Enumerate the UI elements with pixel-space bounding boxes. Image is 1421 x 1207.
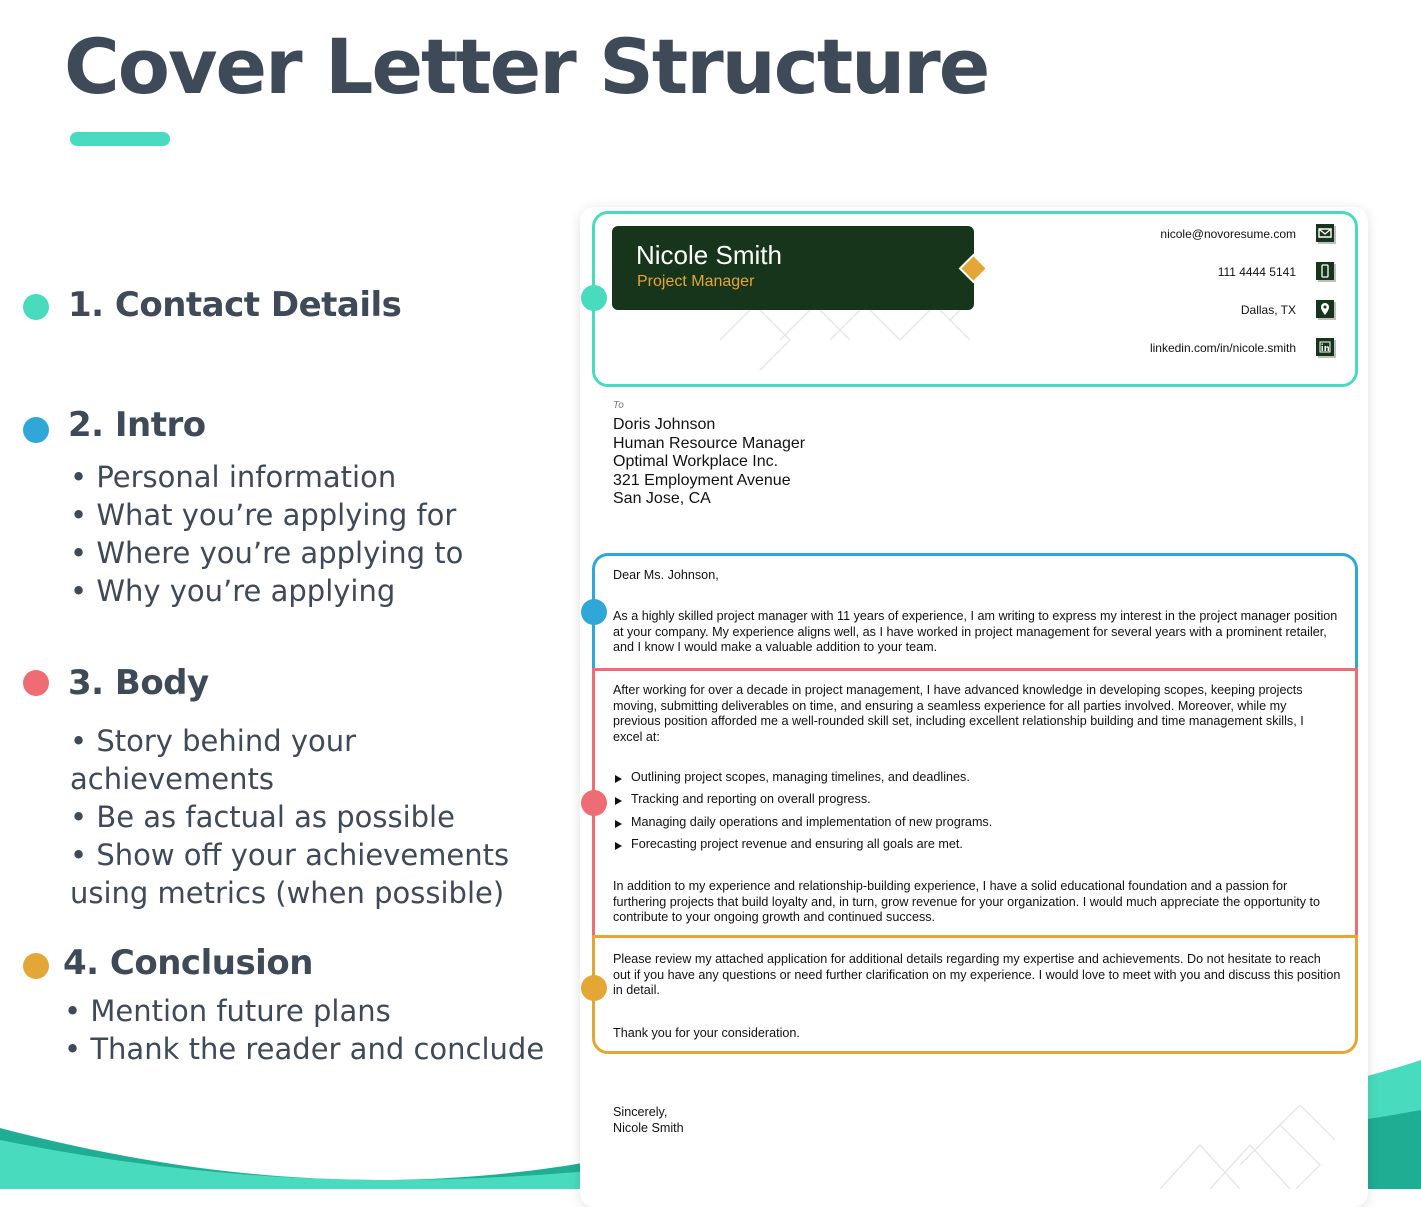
body-frame-dot [581, 790, 607, 816]
body-heading: 3. Body [68, 663, 209, 703]
conclusion-bullet: • Thank the reader and conclude [64, 1030, 544, 1068]
recipient-name: Doris Johnson [613, 416, 716, 433]
body-dot [23, 670, 49, 696]
closing: Sincerely, [613, 1105, 668, 1119]
contact-details-heading: 1. Contact Details [68, 285, 402, 325]
intro-dot [23, 417, 49, 443]
body-paragraph-2: In addition to my experience and relationship-building experience, I have a solid educational foundation and a passion for furthering projects that build loyalty and, in turn, grow revenue for your organization. I would much appreciate the opportunity to contribute to your ongoing growth and continued success. [613, 879, 1321, 925]
recipient-city: San Jose, CA [613, 490, 711, 507]
conclusion-paragraph: Please review my attached application for additional details regarding my expertise and achievements. Do not hesitate to reach out if you have any questions or need further clarification on my experience. I would love to meet with you and discuss this position in detail. [613, 952, 1341, 998]
body-bullets [70, 722, 550, 912]
envelope-icon [1316, 224, 1336, 244]
body-bullet: • Be as factual as possible [70, 798, 550, 836]
intro-bullet: • What you’re applying for [70, 496, 463, 534]
recipient-block [613, 416, 805, 509]
intro-bullet: • Where you’re applying to [70, 534, 463, 572]
body-skill-list [613, 770, 992, 859]
skill-item: Outlining project scopes, managing timelines, and deadlines. [613, 770, 992, 792]
contact-details-dot [23, 294, 49, 320]
intro-paragraph: As a highly skilled project manager with 11 years of experience, I am writing to express my interest in the project manager position at your company. My experience aligns well, as I have worked in project management for several years with a prominent retailer, and I know I would make a valuable addition to your team. [613, 609, 1338, 655]
location-pin-icon [1316, 300, 1336, 320]
linkedin-icon [1316, 338, 1336, 358]
contact-details-frame-dot [581, 285, 607, 311]
conclusion-heading: 4. Conclusion [63, 943, 313, 983]
body-bullet: • Show off your achievements using metrics (when possible) [70, 836, 550, 912]
phone-icon [1316, 262, 1336, 282]
applicant-name: Nicole Smith [636, 240, 782, 270]
title-underline [70, 132, 170, 146]
intro-frame-dot [581, 599, 607, 625]
skill-item: Forecasting project revenue and ensuring all goals are met. [613, 837, 992, 859]
conclusion-bullet: • Mention future plans [64, 992, 544, 1030]
recipient-street: 321 Employment Avenue [613, 471, 791, 489]
skill-item: Tracking and reporting on overall progress. [613, 792, 992, 814]
contact-email: nicole@novoresume.com [1160, 227, 1296, 241]
intro-bullets [70, 458, 463, 610]
recipient-company: Optimal Workplace Inc. [613, 453, 779, 470]
applicant-role: Project Manager [637, 273, 755, 290]
intro-bullet: • Why you’re applying [70, 572, 463, 610]
intro-bullet: • Personal information [70, 458, 463, 496]
body-paragraph-1: After working for over a decade in project management, I have advanced knowledge in developing scopes, keeping projects moving, submitting deliverables on time, and ensuring a seamless experience for all parties involved. Moreover, while my previous position afforded me a well-rounded skill set, including excellent relationship building and time management skills, I excel at: [613, 683, 1304, 744]
body-bullet: • Story behind your achievements [70, 722, 550, 798]
contact-phone: 111 4444 5141 [1217, 265, 1296, 279]
page-title: Cover Letter Structure [64, 22, 989, 111]
recipient-title: Human Resource Manager [613, 434, 806, 452]
contact-linkedin: linkedin.com/in/nicole.smith [1149, 341, 1296, 355]
footer-pattern [1150, 1105, 1350, 1189]
conclusion-bullets [64, 992, 544, 1068]
signature: Nicole Smith [613, 1121, 684, 1135]
conclusion-frame-dot [581, 975, 607, 1001]
skill-item: Managing daily operations and implementation of new programs. [613, 815, 992, 837]
thanks-line: Thank you for your consideration. [613, 1026, 800, 1040]
contact-location: Dallas, TX [1240, 303, 1296, 317]
intro-heading: 2. Intro [68, 405, 206, 445]
conclusion-dot [23, 953, 49, 979]
greeting: Dear Ms. Johnson, [613, 568, 719, 582]
to-label: To [613, 400, 624, 411]
